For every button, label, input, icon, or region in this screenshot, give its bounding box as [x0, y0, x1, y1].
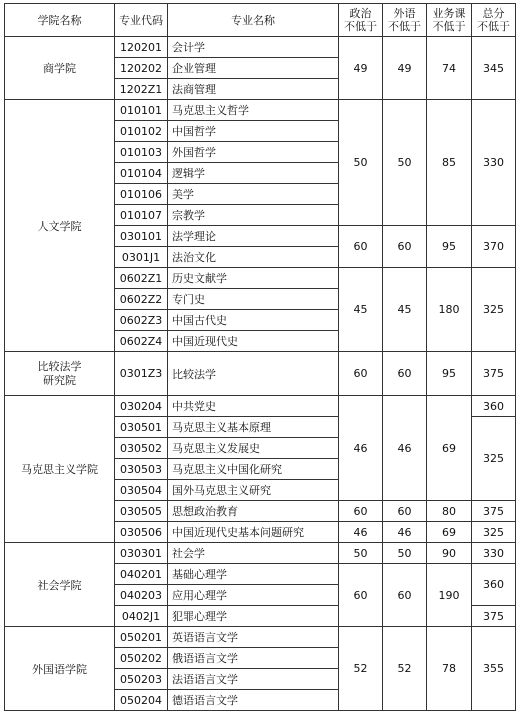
total-cell: 325: [472, 522, 516, 543]
language-cell: 49: [383, 37, 427, 100]
politics-cell: 46: [339, 396, 383, 501]
major-cell: 专门史: [168, 289, 339, 310]
politics-cell: 60: [339, 226, 383, 268]
header-total-1: 总分: [482, 7, 505, 20]
major-cell: 社会学: [168, 543, 339, 564]
business-cell: 74: [427, 37, 472, 100]
school-cell: 商学院: [5, 37, 115, 100]
code-cell: 120202: [115, 58, 168, 79]
code-cell: 030504: [115, 480, 168, 501]
code-cell: 010101: [115, 100, 168, 121]
business-cell: 85: [427, 100, 472, 226]
language-cell: 50: [383, 543, 427, 564]
header-total-2: 不低于: [477, 20, 510, 33]
major-cell: 会计学: [168, 37, 339, 58]
business-cell: 80: [427, 501, 472, 522]
major-cell: 中国近现代史基本问题研究: [168, 522, 339, 543]
major-cell: 法商管理: [168, 79, 339, 100]
major-cell: 历史文献学: [168, 268, 339, 289]
code-cell: 0602Z1: [115, 268, 168, 289]
code-cell: 0602Z3: [115, 310, 168, 331]
business-cell: 180: [427, 268, 472, 352]
code-cell: 0402J1: [115, 606, 168, 627]
major-cell: 中共党史: [168, 396, 339, 417]
code-cell: 010102: [115, 121, 168, 142]
code-cell: 030506: [115, 522, 168, 543]
business-cell: 90: [427, 543, 472, 564]
header-total: [472, 4, 516, 37]
school-cell: 外国语学院: [5, 627, 115, 711]
header-row: [5, 4, 516, 37]
code-cell: 030204: [115, 396, 168, 417]
total-cell: 360: [472, 564, 516, 606]
politics-cell: 49: [339, 37, 383, 100]
header-language: [383, 4, 427, 37]
table-row: [5, 352, 516, 396]
major-cell: 基础心理学: [168, 564, 339, 585]
code-cell: 050201: [115, 627, 168, 648]
header-major: 专业名称: [168, 4, 339, 37]
total-cell: 345: [472, 37, 516, 100]
code-cell: 010106: [115, 184, 168, 205]
major-cell: 应用心理学: [168, 585, 339, 606]
business-cell: 95: [427, 352, 472, 396]
politics-cell: 60: [339, 564, 383, 627]
major-cell: 俄语语言文学: [168, 648, 339, 669]
language-cell: 50: [383, 100, 427, 226]
school-cell: 社会学院: [5, 543, 115, 627]
code-cell: 0301J1: [115, 247, 168, 268]
code-cell: 030101: [115, 226, 168, 247]
score-table: [4, 3, 516, 711]
code-cell: 010104: [115, 163, 168, 184]
code-cell: 120201: [115, 37, 168, 58]
politics-cell: 50: [339, 100, 383, 226]
language-cell: 60: [383, 501, 427, 522]
header-politics: [339, 4, 383, 37]
politics-cell: 52: [339, 627, 383, 711]
code-cell: 030503: [115, 459, 168, 480]
header-business: [427, 4, 472, 37]
table-row: [5, 100, 516, 121]
code-cell: 040201: [115, 564, 168, 585]
total-cell: 355: [472, 627, 516, 711]
business-cell: 69: [427, 522, 472, 543]
politics-cell: 45: [339, 268, 383, 352]
language-cell: 45: [383, 268, 427, 352]
code-cell: 050202: [115, 648, 168, 669]
language-cell: 46: [383, 522, 427, 543]
code-cell: 030502: [115, 438, 168, 459]
major-cell: 宗教学: [168, 205, 339, 226]
code-cell: 010103: [115, 142, 168, 163]
major-cell: 马克思主义基本原理: [168, 417, 339, 438]
code-cell: 030501: [115, 417, 168, 438]
school-cell: 人文学院: [5, 100, 115, 352]
major-cell: 中国近现代史: [168, 331, 339, 352]
politics-cell: 46: [339, 522, 383, 543]
header-politics-1: 政治: [349, 7, 372, 20]
language-cell: 60: [383, 352, 427, 396]
header-politics-2: 不低于: [344, 20, 377, 33]
school-cell: 比较法学 研究院: [5, 352, 115, 396]
header-school: 学院名称: [5, 4, 115, 37]
total-cell: 330: [472, 100, 516, 226]
language-cell: 52: [383, 627, 427, 711]
code-cell: 0602Z2: [115, 289, 168, 310]
major-cell: 中国古代史: [168, 310, 339, 331]
code-cell: 050203: [115, 669, 168, 690]
code-cell: 0602Z4: [115, 331, 168, 352]
business-cell: 69: [427, 396, 472, 501]
header-language-2: 不低于: [388, 20, 421, 33]
major-cell: 马克思主义发展史: [168, 438, 339, 459]
total-cell: 325: [472, 268, 516, 352]
table-row: [5, 627, 516, 648]
table-row: [5, 396, 516, 417]
language-cell: 60: [383, 226, 427, 268]
major-cell: 企业管理: [168, 58, 339, 79]
code-cell: 050204: [115, 690, 168, 711]
business-cell: 190: [427, 564, 472, 627]
code-cell: 0301Z3: [115, 352, 168, 396]
code-cell: 1202Z1: [115, 79, 168, 100]
major-cell: 外国哲学: [168, 142, 339, 163]
total-cell: 375: [472, 606, 516, 627]
code-cell: 040203: [115, 585, 168, 606]
header-business-1: 业务课: [432, 7, 466, 20]
code-cell: 030301: [115, 543, 168, 564]
major-cell: 英语语言文学: [168, 627, 339, 648]
major-cell: 德语语言文学: [168, 690, 339, 711]
major-cell: 马克思主义中国化研究: [168, 459, 339, 480]
code-cell: 010107: [115, 205, 168, 226]
code-cell: 030505: [115, 501, 168, 522]
major-cell: 中国哲学: [168, 121, 339, 142]
table-row: [5, 543, 516, 564]
major-cell: 逻辑学: [168, 163, 339, 184]
politics-cell: 60: [339, 501, 383, 522]
school-cell: 马克思主义学院: [5, 396, 115, 543]
major-cell: 法学理论: [168, 226, 339, 247]
total-cell: 325: [472, 417, 516, 501]
politics-cell: 50: [339, 543, 383, 564]
language-cell: 46: [383, 396, 427, 501]
major-cell: 国外马克思主义研究: [168, 480, 339, 501]
header-language-1: 外语: [393, 7, 416, 20]
major-cell: 马克思主义哲学: [168, 100, 339, 121]
total-cell: 375: [472, 501, 516, 522]
language-cell: 60: [383, 564, 427, 627]
major-cell: 思想政治教育: [168, 501, 339, 522]
total-cell: 330: [472, 543, 516, 564]
business-cell: 78: [427, 627, 472, 711]
header-business-2: 不低于: [432, 20, 466, 33]
header-code: 专业代码: [115, 4, 168, 37]
table-row: [5, 37, 516, 58]
total-cell: 370: [472, 226, 516, 268]
total-cell: 360: [472, 396, 516, 417]
politics-cell: 60: [339, 352, 383, 396]
major-cell: 美学: [168, 184, 339, 205]
major-cell: 比较法学: [168, 352, 339, 396]
major-cell: 犯罪心理学: [168, 606, 339, 627]
major-cell: 法语语言文学: [168, 669, 339, 690]
business-cell: 95: [427, 226, 472, 268]
total-cell: 375: [472, 352, 516, 396]
major-cell: 法治文化: [168, 247, 339, 268]
